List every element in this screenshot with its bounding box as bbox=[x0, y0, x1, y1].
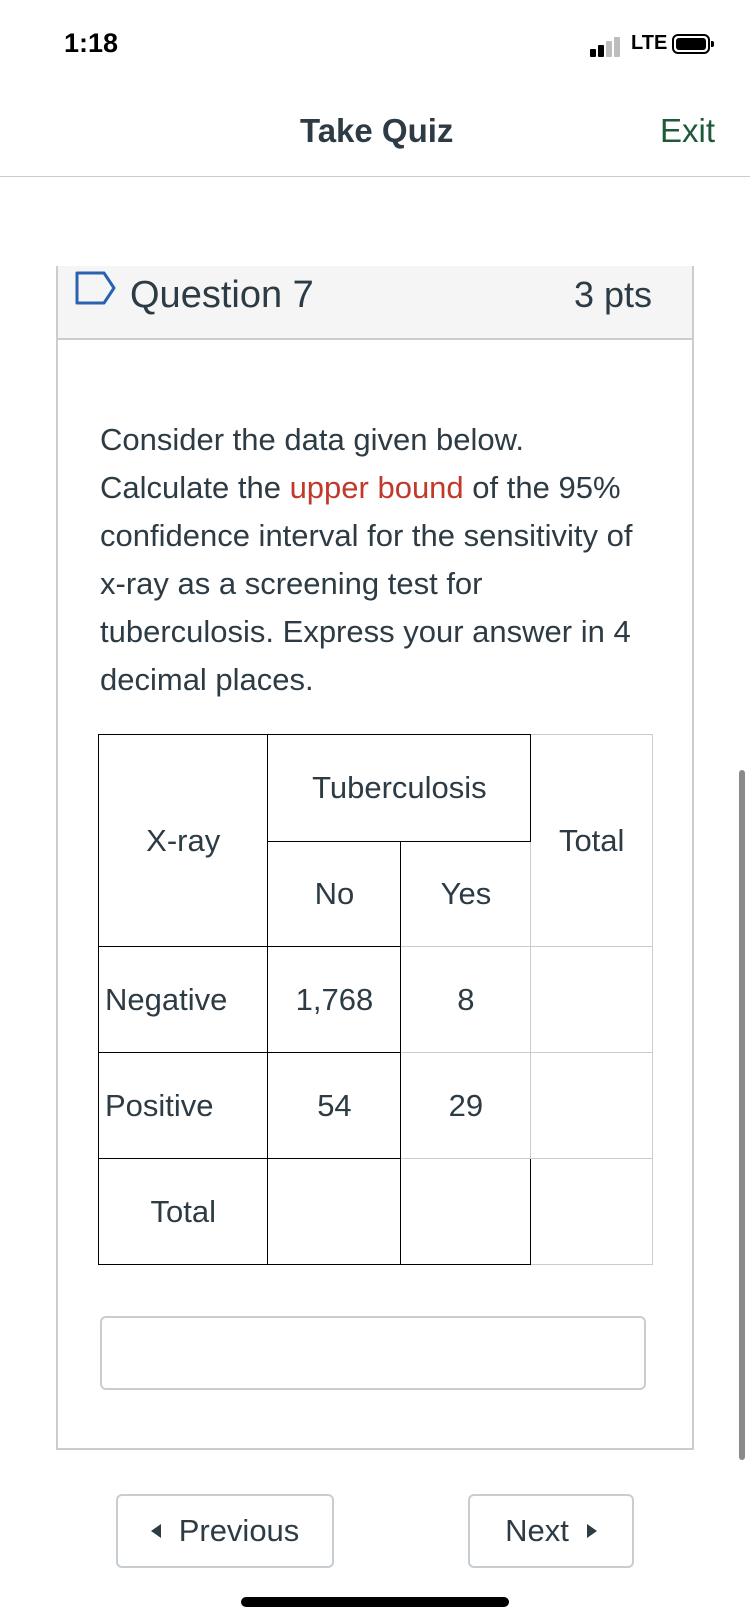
next-button-label: Next bbox=[505, 1513, 569, 1548]
table-cell: 1,768 bbox=[268, 947, 401, 1053]
row-label-cell: Negative bbox=[99, 947, 268, 1053]
signal-strength-icon bbox=[590, 37, 626, 57]
question-points: 3 pts bbox=[573, 274, 652, 315]
question-card bbox=[56, 266, 694, 1450]
data-table bbox=[98, 734, 653, 1265]
next-button[interactable] bbox=[468, 1494, 634, 1568]
table-cell bbox=[531, 947, 653, 1053]
question-text-end: of the 95% confidence interval for the sensitivity of x-ray as a screening test for tuberculosis. Express your answer in 4 decimal places. bbox=[100, 470, 633, 697]
scrollbar[interactable] bbox=[739, 770, 745, 1460]
flag-question-icon[interactable] bbox=[74, 270, 118, 306]
answer-input[interactable] bbox=[100, 1316, 646, 1390]
row-label-cell: Positive bbox=[99, 1053, 268, 1159]
col-no-header: No bbox=[268, 842, 401, 947]
table-cell: 54 bbox=[268, 1053, 401, 1159]
question-text-highlight: upper bound bbox=[289, 470, 464, 505]
previous-button[interactable] bbox=[116, 1494, 334, 1568]
row-label-cell: Total bbox=[99, 1159, 268, 1265]
row-header-cell: X-ray bbox=[99, 735, 268, 947]
total-header-cell: Total bbox=[531, 735, 653, 947]
previous-button-label: Previous bbox=[178, 1513, 300, 1548]
status-bar bbox=[0, 0, 750, 90]
caret-right-icon bbox=[587, 1524, 597, 1538]
table-cell: 29 bbox=[401, 1053, 531, 1159]
page-title: Take Quiz bbox=[300, 112, 454, 149]
network-type-label: LTE bbox=[631, 32, 668, 54]
quiz-header bbox=[0, 92, 750, 177]
battery-icon bbox=[672, 34, 710, 54]
table-cell bbox=[531, 1159, 653, 1265]
caret-left-icon bbox=[151, 1524, 161, 1538]
question-text bbox=[100, 416, 660, 704]
question-header bbox=[58, 266, 692, 340]
exit-button[interactable]: Exit bbox=[660, 112, 716, 149]
table-cell bbox=[401, 1159, 531, 1265]
table-cell bbox=[268, 1159, 401, 1265]
table-row bbox=[99, 947, 653, 1053]
question-text-start: Consider the data given below. Calculate the bbox=[100, 422, 524, 505]
group-header-cell: Tuberculosis bbox=[268, 735, 531, 842]
table-row bbox=[99, 1159, 653, 1265]
table-row bbox=[99, 1053, 653, 1159]
table-cell bbox=[531, 1053, 653, 1159]
col-yes-header: Yes bbox=[401, 842, 531, 947]
table-cell: 8 bbox=[401, 947, 531, 1053]
status-time: 1:18 bbox=[64, 28, 119, 58]
question-title: Question 7 bbox=[130, 274, 314, 316]
home-indicator[interactable] bbox=[241, 1597, 509, 1607]
